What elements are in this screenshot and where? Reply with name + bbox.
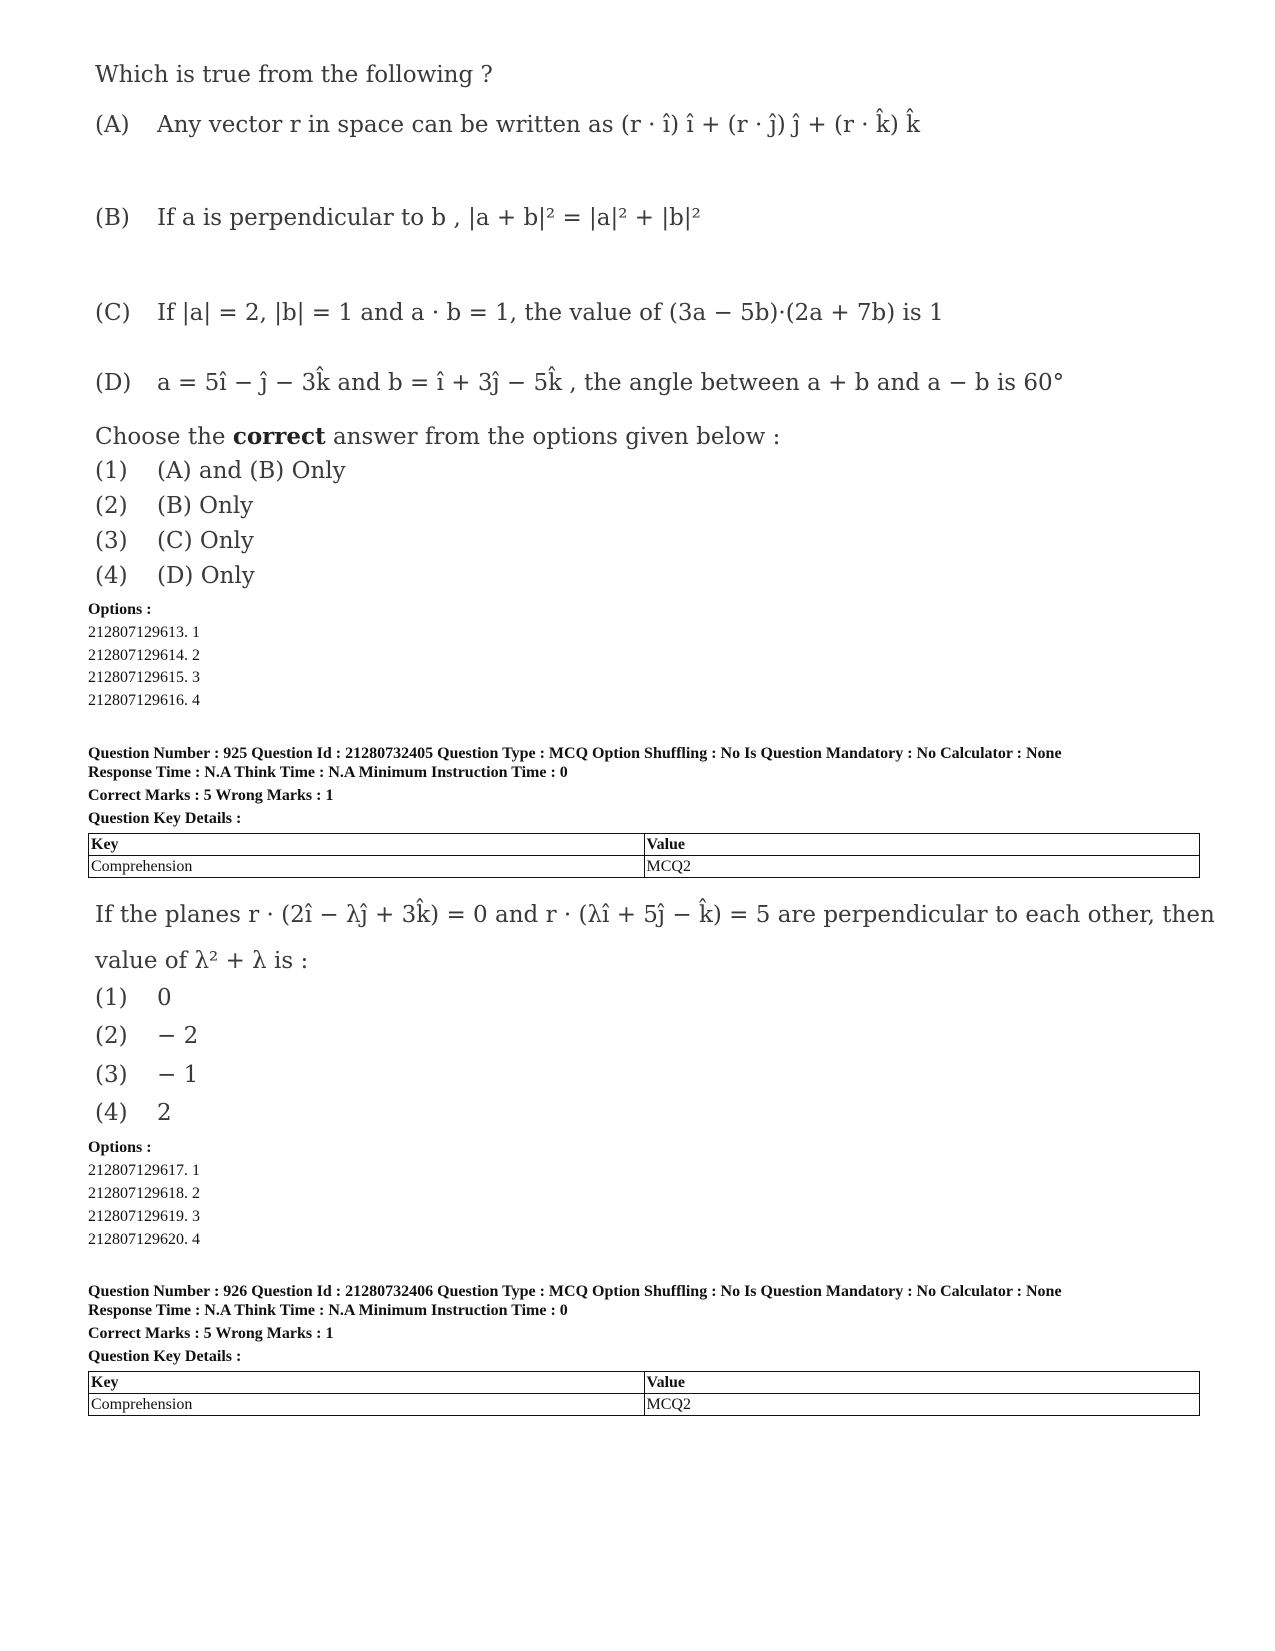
question-meta-line1: Question Number : 926 Question Id : 21280732406 Question Type : MCQ Option Shuffling : No Is Question Mandatory : No Calculator : None <box>88 1283 1062 1300</box>
choice-number: (3) <box>95 528 128 554</box>
option-id: 212807129620. 4 <box>88 1231 200 1248</box>
stem-text: If the planes <box>95 902 249 928</box>
key-header: Key <box>89 1372 645 1394</box>
value-header: Value <box>644 1372 1200 1394</box>
choice-number: (1) <box>95 985 128 1011</box>
key-cell: Comprehension <box>89 1394 645 1416</box>
stem-text: and <box>487 902 546 928</box>
answer-choice <box>95 563 255 589</box>
question-marks: Correct Marks : 5 Wrong Marks : 1 <box>88 1325 334 1342</box>
option-id: 212807129615. 3 <box>88 669 200 686</box>
statement-text: a = 5î − ĵ − 3k̂ and b = î + 3ĵ − 5k̂ , the angle between a + b and a − b is 60° <box>157 370 1065 396</box>
table-header-row <box>89 834 1200 856</box>
answer-choice <box>95 493 253 519</box>
statement-text: If a is perpendicular to b , |a + b|² = |a|² + |b|² <box>157 205 701 231</box>
question-stem: Which is true from the following ? <box>95 62 493 88</box>
options-label: Options : <box>88 1139 152 1156</box>
choice-text: 2 <box>157 1100 172 1126</box>
option-id: 212807129619. 3 <box>88 1208 200 1225</box>
choice-text: 0 <box>157 985 172 1011</box>
answer-choice <box>95 1062 198 1088</box>
answer-choice <box>95 528 254 554</box>
statement-d <box>95 370 1064 396</box>
question-key-details-label: Question Key Details : <box>88 810 242 827</box>
statement-c <box>95 300 944 326</box>
choice-text: (A) and (B) Only <box>157 458 346 484</box>
choice-text: (D) Only <box>157 563 255 589</box>
key-cell: Comprehension <box>89 856 645 878</box>
statement-text: If |a| = 2, |b| = 1 and a · b = 1, the value of (3a − 5b)·(2a + 7b) is 1 <box>157 300 944 326</box>
statement-b <box>95 205 701 231</box>
question-meta-line2: Response Time : N.A Think Time : N.A Minimum Instruction Time : 0 <box>88 1302 568 1319</box>
table-row <box>89 856 1200 878</box>
answer-choice <box>95 458 346 484</box>
question-meta-line2: Response Time : N.A Think Time : N.A Minimum Instruction Time : 0 <box>88 764 568 781</box>
statement-label: (C) <box>95 300 131 326</box>
answer-choice <box>95 1023 198 1049</box>
choose-instruction <box>95 423 780 450</box>
statement-a <box>95 112 920 138</box>
statement-text: Any vector r in space can be written as (r · î) î + (r · ĵ) ĵ + (r · k̂) k̂ <box>157 112 921 138</box>
question-key-table <box>88 833 1200 878</box>
question-meta-line1: Question Number : 925 Question Id : 21280732405 Question Type : MCQ Option Shuffling : No Is Question Mandatory : No Calculator : None <box>88 745 1062 762</box>
choose-bold: correct <box>232 423 326 450</box>
choice-text: (C) Only <box>157 528 254 554</box>
question-marks: Correct Marks : 5 Wrong Marks : 1 <box>88 787 334 804</box>
choice-number: (2) <box>95 493 128 519</box>
answer-choice <box>95 985 172 1011</box>
choice-number: (1) <box>95 458 128 484</box>
value-cell: MCQ2 <box>644 856 1200 878</box>
choice-number: (4) <box>95 1100 128 1126</box>
options-label: Options : <box>88 601 152 618</box>
option-id: 212807129618. 2 <box>88 1185 200 1202</box>
key-header: Key <box>89 834 645 856</box>
question-stem-line1 <box>95 902 1215 928</box>
plane-equation-1: r · (2î − λĵ + 3k̂) = 0 <box>248 902 488 928</box>
question-key-details-label: Question Key Details : <box>88 1348 242 1365</box>
choose-suffix: answer from the options given below : <box>325 424 781 450</box>
value-header: Value <box>644 834 1200 856</box>
choice-number: (2) <box>95 1023 128 1049</box>
value-cell: MCQ2 <box>644 1394 1200 1416</box>
plane-equation-2: r · (λî + 5ĵ − k̂) = 5 <box>545 902 771 928</box>
statement-label: (D) <box>95 370 132 396</box>
choice-number: (4) <box>95 563 128 589</box>
choice-text: − 1 <box>157 1062 199 1088</box>
table-row <box>89 1394 1200 1416</box>
option-id: 212807129614. 2 <box>88 647 200 664</box>
choice-number: (3) <box>95 1062 128 1088</box>
option-id: 212807129617. 1 <box>88 1162 200 1179</box>
stem-text: are perpendicular to each other, then <box>770 902 1215 928</box>
question-key-table <box>88 1371 1200 1416</box>
option-id: 212807129613. 1 <box>88 624 200 641</box>
choice-text: (B) Only <box>157 493 254 519</box>
statement-label: (B) <box>95 205 130 231</box>
statement-label: (A) <box>95 112 130 138</box>
option-id: 212807129616. 4 <box>88 692 200 709</box>
choice-text: − 2 <box>157 1023 199 1049</box>
question-stem-line2: value of λ² + λ is : <box>95 948 309 974</box>
choose-prefix: Choose the <box>95 424 233 450</box>
answer-choice <box>95 1100 172 1126</box>
table-header-row <box>89 1372 1200 1394</box>
